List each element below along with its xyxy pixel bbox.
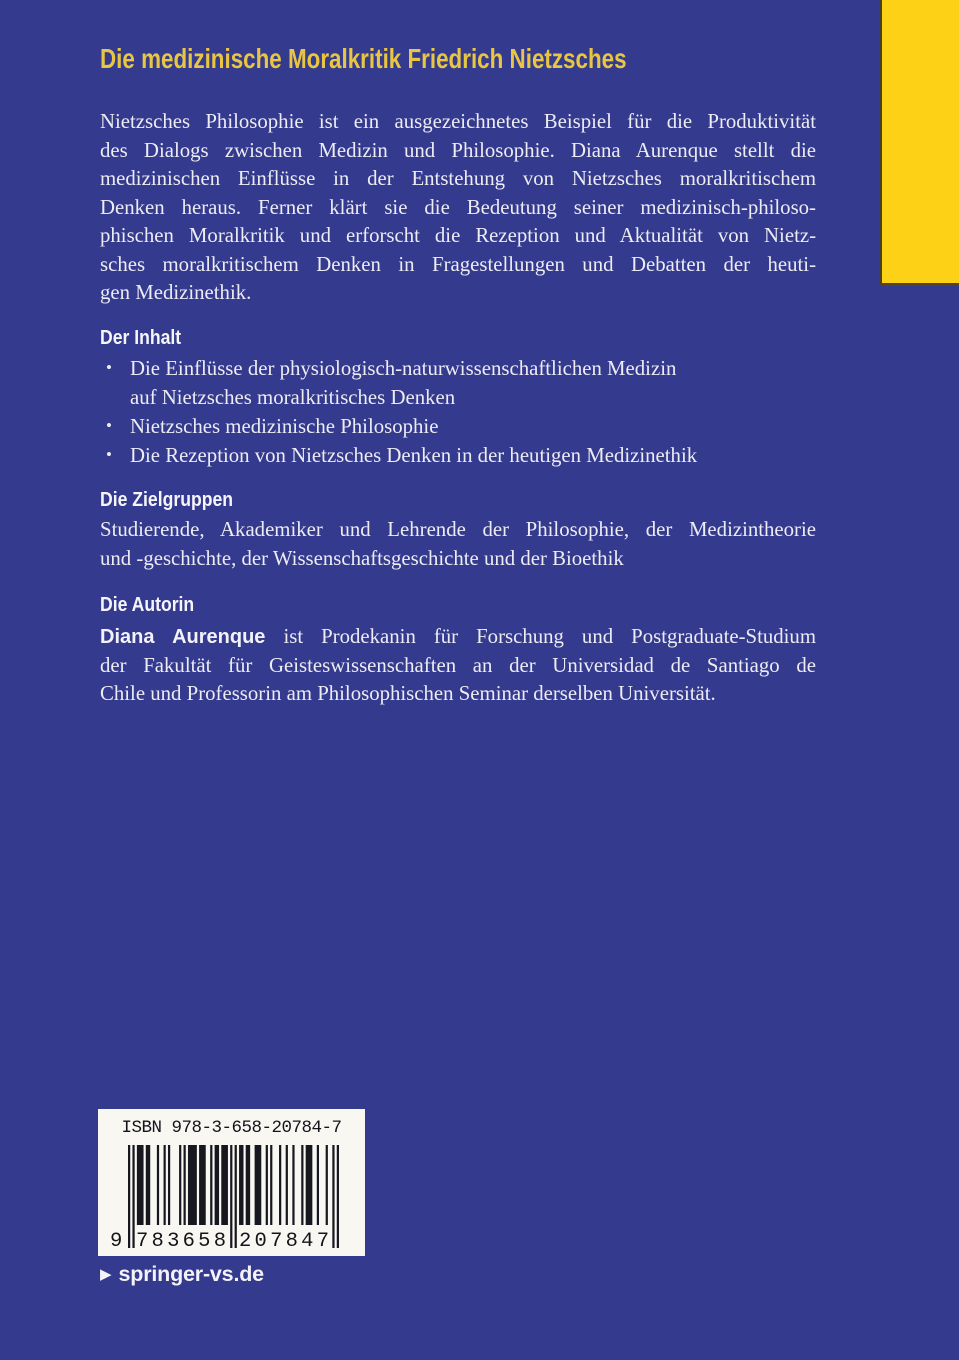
section-zielgruppen (100, 488, 816, 573)
yellow-corner-stripe (880, 0, 959, 286)
section-inhalt (100, 326, 816, 470)
autorin-line-rest: ist Prodekanin für Forschung und Postgraduate-Studium (265, 625, 816, 648)
inhalt-heading: Der Inhalt (100, 327, 182, 349)
bullet-line: Die Einflüsse der physiologisch-naturwissenschaftlichen Medizin (130, 357, 677, 380)
bullet-line: Die Rezeption von Nietzsches Denken in der heutigen Medizinethik (130, 444, 698, 467)
svg-text:9: 9 (110, 1230, 123, 1249)
publisher-footer (100, 1262, 264, 1287)
zielgruppen-line: Studierende, Akademiker und Lehrende der Philosophie, der Medizintheorie (100, 518, 816, 541)
author-name: Diana Aurenque (100, 626, 266, 648)
zielgruppen-heading: Die Zielgruppen (100, 489, 233, 511)
bullet-line: auf Nietzsches moralkritisches Denken (130, 386, 456, 409)
intro-line: Denken heraus. Ferner klärt sie die Bedeutung seiner medizinisch-philoso- (100, 195, 816, 219)
book-title (100, 42, 816, 76)
isbn-label: ISBN 978-3-658-20784-7 (121, 1118, 342, 1138)
intro-line: phischen Moralkritik und erforscht die Rezeption und Aktualität von Nietz- (100, 224, 816, 247)
list-item (100, 412, 816, 441)
autorin-heading: Die Autorin (100, 594, 195, 616)
bullet-icon: • (106, 416, 112, 435)
svg-text:207847: 207847 (239, 1230, 329, 1249)
intro-paragraph (100, 108, 816, 308)
book-title-text: Die medizinische Moralkritik Friedrich Nietzsches (100, 43, 627, 74)
intro-line: Nietzsches Philosophie ist ein ausgezeichnetes Beispiel für die Produktivität (100, 110, 816, 133)
bullet-icon: • (106, 445, 112, 464)
inhalt-bullet-list (100, 354, 816, 470)
svg-text:783658: 783658 (136, 1230, 226, 1249)
list-item (100, 354, 816, 412)
isbn-barcode-box (98, 1109, 365, 1256)
ean13-barcode (98, 1145, 365, 1249)
intro-line: medizinischen Einflüsse in der Entstehung von Nietzsches moralkritischem (100, 167, 816, 190)
bullet-icon: • (106, 358, 112, 377)
publisher-url: springer-vs.de (118, 1262, 264, 1286)
section-autorin (100, 593, 816, 709)
autorin-line: Chile und Professorin am Philosophischen Seminar derselben Universität. (100, 682, 716, 705)
intro-line: des Dialogs zwischen Medizin und Philosophie. Diana Aurenque stellt die (100, 138, 816, 162)
autorin-line: der Fakultät für Geisteswissenschaften an der Universidad de Santiago de (100, 653, 816, 677)
zielgruppen-line: und -geschichte, der Wissenschaftsgeschichte und der Bioethik (100, 546, 624, 570)
arrow-icon: ▶ (100, 1266, 112, 1283)
list-item (100, 441, 816, 470)
intro-line: gen Medizinethik. (100, 281, 252, 304)
bullet-line: Nietzsches medizinische Philosophie (130, 415, 439, 438)
intro-line: sches moralkritischem Denken in Fragestellungen und Debatten der heuti- (100, 252, 816, 276)
autorin-line (100, 623, 816, 652)
